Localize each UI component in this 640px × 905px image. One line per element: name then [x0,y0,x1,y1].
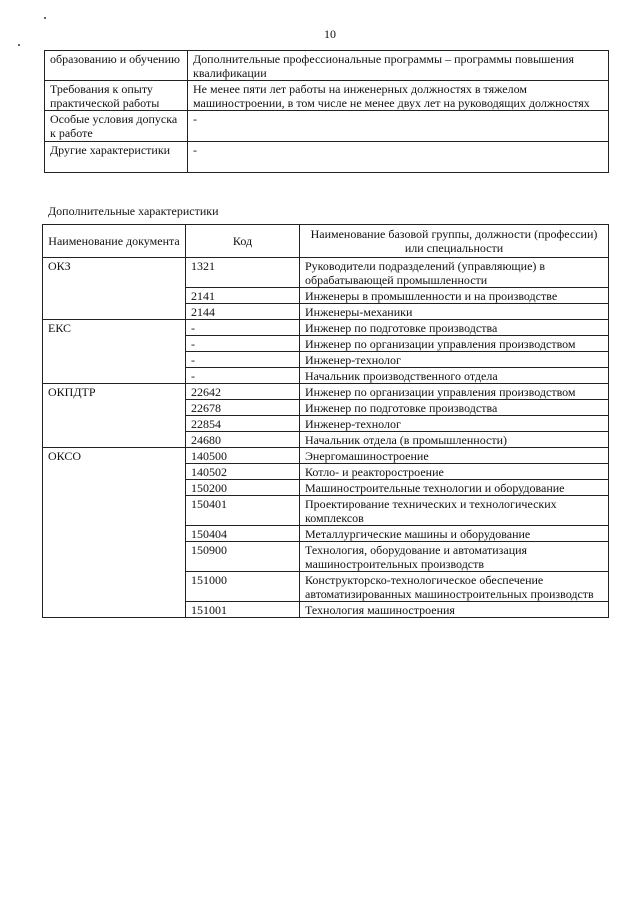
position-name-cell: Начальник отдела (в промышленности) [300,432,609,448]
table-header-row [43,225,609,258]
code-cell: 22642 [186,384,300,400]
document-name-cell-empty [43,602,186,618]
code-cell: - [186,352,300,368]
table-row [43,464,609,480]
document-name-cell-empty [43,400,186,416]
additional-characteristics-table [42,224,609,618]
code-cell: - [186,320,300,336]
table-row [45,81,609,111]
document-name-cell-empty [43,542,186,572]
table-row [43,304,609,320]
table-row [43,368,609,384]
column-header-document: Наименование документа [43,225,186,258]
table-row [45,51,609,81]
row-label: Другие характеристики [45,142,188,173]
table-row [43,496,609,526]
code-cell: 151001 [186,602,300,618]
table-row [43,352,609,368]
page-number: 10 [324,27,336,41]
code-cell: 2144 [186,304,300,320]
code-cell: 1321 [186,258,300,288]
row-value: Дополнительные профессиональные программы – программы повышения квалификации [188,51,609,81]
position-name-cell: Машиностроительные технологии и оборудование [300,480,609,496]
table-body [43,258,609,618]
code-cell: 150401 [186,496,300,526]
position-name-cell: Инженеры-механики [300,304,609,320]
position-name-cell: Инженер по организации управления производством [300,384,609,400]
position-name-cell: Инженер по подготовке производства [300,400,609,416]
qualification-requirements-table [44,50,609,173]
table-row [43,432,609,448]
position-name-cell: Инженер по организации управления производством [300,336,609,352]
row-value: - [188,111,609,142]
document-name-cell-empty [43,496,186,526]
table-row [45,142,609,173]
document-name-cell-empty [43,352,186,368]
document-name-cell-empty [43,432,186,448]
table-row [43,384,609,400]
document-name-cell-empty [43,480,186,496]
document-name-cell: ОКЗ [43,258,186,288]
code-cell: 151000 [186,572,300,602]
document-name-cell-empty [43,368,186,384]
position-name-cell: Инженер-технолог [300,352,609,368]
column-header-name: Наименование базовой группы, должности (профессии) или специальности [300,225,609,258]
code-cell: 150200 [186,480,300,496]
code-cell: 24680 [186,432,300,448]
code-cell: - [186,336,300,352]
document-name-cell-empty [43,572,186,602]
position-name-cell: Котло- и реакторостроение [300,464,609,480]
code-cell: 140500 [186,448,300,464]
table-row [43,572,609,602]
position-name-cell: Руководители подразделений (управляющие) в обрабатывающей промышленности [300,258,609,288]
table-row [43,320,609,336]
position-name-cell: Инженер-технолог [300,416,609,432]
position-name-cell: Проектирование технических и технологических комплексов [300,496,609,526]
row-label: образованию и обучению [45,51,188,81]
table-row [45,111,609,142]
scan-speck [18,44,20,46]
table-row [43,400,609,416]
position-name-cell: Энергомашиностроение [300,448,609,464]
document-name-cell-empty [43,416,186,432]
code-cell: 2141 [186,288,300,304]
table-row [43,448,609,464]
code-cell: 150404 [186,526,300,542]
code-cell: 22678 [186,400,300,416]
document-name-cell: ОКПДТР [43,384,186,400]
code-cell: 150900 [186,542,300,572]
table-row [43,542,609,572]
document-name-cell-empty [43,288,186,304]
code-cell: 22854 [186,416,300,432]
table-row [43,288,609,304]
code-cell: 140502 [186,464,300,480]
table-row [43,602,609,618]
table-row [43,526,609,542]
document-name-cell-empty [43,336,186,352]
section-title: Дополнительные характеристики [48,204,219,218]
row-label: Требования к опыту практической работы [45,81,188,111]
position-name-cell: Конструкторско-технологическое обеспечение автоматизированных машиностроительных производств [300,572,609,602]
position-name-cell: Технология машиностроения [300,602,609,618]
document-name-cell-empty [43,464,186,480]
row-value: - [188,142,609,173]
row-value: Не менее пяти лет работы на инженерных должностях в тяжелом машиностроении, в том числе не менее двух лет на руководящих должностях [188,81,609,111]
table-row [43,416,609,432]
column-header-code: Код [186,225,300,258]
table-row [43,336,609,352]
document-name-cell: ОКСО [43,448,186,464]
scan-speck [44,17,46,19]
document-name-cell: ЕКС [43,320,186,336]
table-row [43,258,609,288]
position-name-cell: Инженер по подготовке производства [300,320,609,336]
document-name-cell-empty [43,304,186,320]
document-name-cell-empty [43,526,186,542]
code-cell: - [186,368,300,384]
position-name-cell: Металлургические машины и оборудование [300,526,609,542]
position-name-cell: Технология, оборудование и автоматизация машиностроительных производств [300,542,609,572]
position-name-cell: Инженеры в промышленности и на производстве [300,288,609,304]
table-row [43,480,609,496]
position-name-cell: Начальник производственного отдела [300,368,609,384]
row-label: Особые условия допуска к работе [45,111,188,142]
